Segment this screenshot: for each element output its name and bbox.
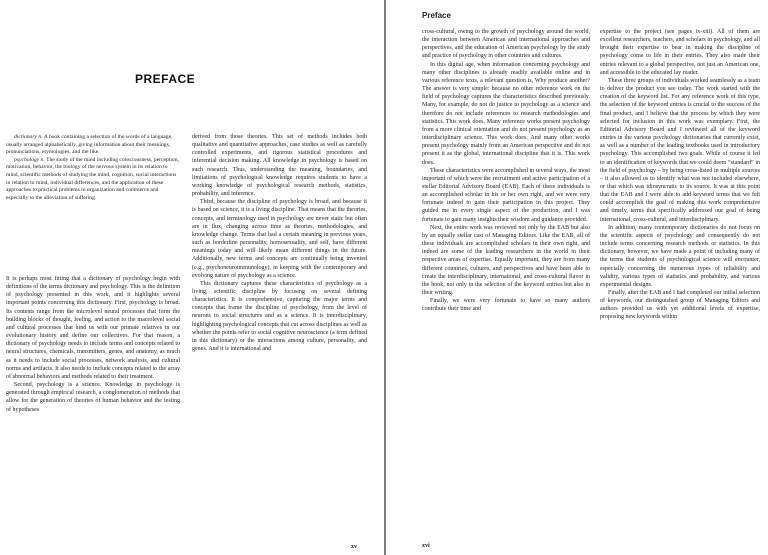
left-column-2 <box>192 133 367 353</box>
right-page <box>386 0 768 555</box>
chapter-title: PREFACE <box>135 72 196 86</box>
paragraph: cross-cultural, owing to the growth of psychology around the world, the interaction between American and international approaches and perspectives, and the education of American psychology by the study and practice of psychology in other countries and cultures. <box>422 29 590 60</box>
definition-term: dictionary n. <box>14 134 43 140</box>
paragraph: Third, because the discipline of psychology is broad, and because it is based on science, it is a living discipline. That means that the theories, concepts, and terminology used in psychology are never static but often are in flux, changing across time as theories, methodologies, and knowledge change. Terms that had a certain meaning in previous years, such as borderline personality, homosexuality, and self, have different meanings today and will likely mean different things in the future. Additionally, new terms and concepts are continually being invented (e.g., psychoneuroimmunology), in keeping with the contemporary and evolving nature of psychology as a science. <box>192 199 367 279</box>
paragraph: Finally, we were very fortunate to have so many authors contribute their time and <box>422 298 590 313</box>
paragraph: Finally, after the EAB and I had completed our initial selection of keywords, our distinguished group of Managing Editors and authors provided us with yet additional levels of expertise, proposing new keywords within <box>600 290 760 321</box>
paragraph: Next, the entire work was reviewed not only by the EAB but also by an equally stellar cast of Managing Editors. Like the EAB, all of these individuals are accomplished scholars in their own right, and indeed are some of the leading researchers in the world in their respective areas of expertise. Equally important, they are from many different countries, cultures, and perspectives and have been able to create the interdisciplinary, international, and cross-cultural flavor in the book, not only in the selection of the keyword entries but also in their writing. <box>422 224 590 296</box>
definition-dictionary <box>6 134 180 157</box>
definition-term: psychology n. <box>14 156 45 163</box>
paragraph: derived from those theories. This set of methods includes both qualitative and quantitative approaches, case studies as well as carefully controlled experiments, and rigorous statistical procedures and inferential decision making. All knowledge in psychology is based on such research. Thus, understanding the meaning, boundaries, and limitations of psychological knowledge requires students to have a working knowledge of psychological research methods, statistics, probability, and inference. <box>192 134 367 198</box>
definition-text: A book containing a selection of the words of a language, usually arranged alphabetically, giving information about their meanings, pronunciations, etymologies, and the like. <box>6 134 173 156</box>
left-column-1 <box>6 275 180 414</box>
right-column-2 <box>600 28 760 322</box>
paragraph: This dictionary captures these characteristics of psychology as a living, scientific discipline by focusing on several defining characteristics. It is comprehensive, capturing the major terms and concepts that frame the discipline of psychology, from the level of neurons to social structures and as a science. It is interdisciplinary, highlighting psychological concepts that cut across disciplines as well as whether the points refer to social cognitive neuroscience (a term defined in this dictionary) or the interactions among culture, personality, and genes. And it is international and <box>192 280 367 353</box>
definition-psychology <box>6 157 180 203</box>
paragraph: It is perhaps most fitting that a dictionary of psychology begin with definitions of the terms dictionary and psychology. This is the definition of psychology presented in this work, and it highlights several important points concerning this dictionary. First, psychology is broad. Its contents range from the microlevel neural processes that form the building blocks of thought, feeling, and action to the macrolevel social and cultural processes that bind us with our primate relatives in our evolutionary history and define our collectives. For that reason, a dictionary of psychology needs to include terms and concepts related to neural structures, chemicals, transmitters, genes, and anatomy, as much as it needs to include social processes, network analysis, and cultural norms and artifacts. It also needs to include concepts related to the array of abnormal behaviors and methods related to their treatment. <box>6 276 180 380</box>
paragraph: These characteristics were accomplished in several ways, the most important of which were the recruitment and active participation of a stellar Editorial Advisory Board (EAB). Each of these individuals is an accomplished scholar in his or her own right, and we were very fortunate indeed to gain their participation in this project. They guided me in every single aspect of the production, and I was fortunate to gain many insights their wisdom and guidance provided. <box>422 167 590 223</box>
definitions-block <box>6 134 180 202</box>
paragraph: Second, psychology is a science. Knowledge in psychology is generated through empirical research, a conglomeration of methods that allow for the generation of theories of human behavior and the testing of hypotheses <box>6 382 180 413</box>
paragraph: In addition, many contemporary dictionaries do not focus on the scientific aspects of psychology and consequently do not include terms concerning research methods or statistics. In this dictionary, however, we have made a point of including many of the terms that students of psychological science will encounter, especially concerning the numerous types of reliability and validity, various types of statistics and probability, and various experimental designs. <box>600 224 760 288</box>
running-head: Preface <box>422 11 451 20</box>
right-column-1 <box>422 28 590 313</box>
paragraph: These three groups of individuals worked seamlessly as a team to deliver the product you see today. The work started with the creation of the keyword list. For any reference work of this type, the selection of the keyword entries is crucial to the success of the final product, and I believe that the process by which they were selected for inclusion in this work was exemplary. First, the Editorial Advisory Board and I reviewed all of the keyword entries in the various psychology dictionaries that currently exist, as well as a number of the leading textbooks used in introductory psychology. This accomplished two goals. While of course it led to an identification of keywords that we could deem “standard” in the field of psychology – by being cross-listed in multiple sources – it also allowed us to identify what was not included elsewhere, or that which was idiosyncratic to its source. It was at this point that the EAB and I were able to add keyword terms that we felt could accomplish the goal of making this work comprehensive and timely, terms that specifically addressed our goal of being international, cross-cultural, and interdisciplinary. <box>600 77 760 223</box>
paragraph: expertise to the project (see pages ix-xiii). All of them are excellent researchers, teachers, and scholars in psychology, and all brought their expertise to bear in making the discipline of psychology come to life in their entries. They also made their entries relevant to a global perspective, not just an American one, and accessible to the educated lay reader. <box>600 29 760 76</box>
page-number: xv <box>351 544 357 550</box>
definition-text: The study of the mind including consciousness, perception, motivation, behavior, the biology of the nervous system in its relation to mind, scientific methods of studying the mind, cognition, social interactions in relation to mind, individual differences, and the application of these approaches to practical problems in organization and commerce and especially to the alleviation of suffering. <box>6 156 179 201</box>
page-number: xvi <box>422 543 430 549</box>
paragraph: In this digital age, when information concerning psychology and many other disciplines is already readily available online and in various reference texts, a relevant question is, Why produce another? The answer is very simple: because no other reference work on the field of psychology captures the characteristics described previously. Many, for example, do not do justice to psychology as a science and therefore do not include references to research methodologies and statistics. This work does. Many reference works present psychology from a more clinical orientation and do not present psychology as an interdisciplinary science. This work does. And many other works present psychology mainly from an American perspective and do not present it as the global, international discipline that it is. This work does. <box>422 61 590 166</box>
